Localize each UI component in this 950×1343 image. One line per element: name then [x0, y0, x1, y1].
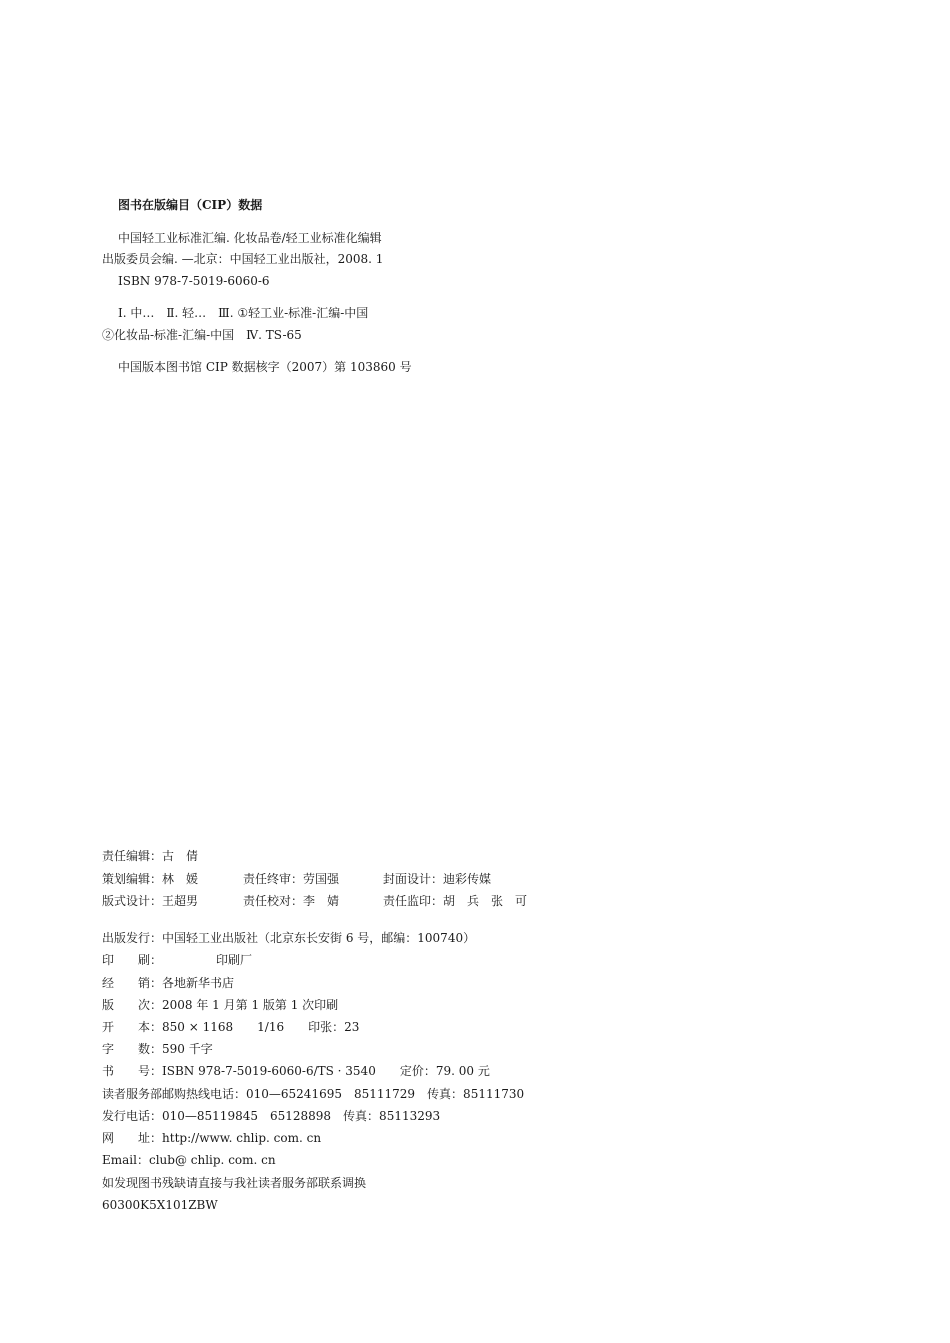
print-supervisor: 责任监印：胡 兵 张 可 — [383, 894, 528, 908]
format-label: 开 本： — [102, 1020, 163, 1034]
responsible-editor: 责任编辑：古 倩 — [102, 849, 199, 863]
catalog-code: 60300K5X101ZBW — [102, 1198, 218, 1212]
edition-row — [102, 997, 338, 1013]
website-row — [102, 1130, 321, 1146]
word-count-row — [102, 1041, 213, 1057]
distributor-label: 经 销： — [102, 976, 163, 990]
email-link[interactable]: Email：club@ chlip. com. cn — [102, 1153, 276, 1167]
cip-classification-2: ②化妆品-标准-汇编-中国 Ⅳ. TS-65 — [102, 328, 302, 342]
word-count-value: 590 千字 — [162, 1042, 213, 1056]
format-designer: 版式设计：王超男 — [102, 894, 199, 908]
book-number-row — [102, 1063, 490, 1079]
printer-value: 印刷厂 — [156, 953, 253, 967]
cip-record-number: 中国版本图书馆 CIP 数据核字（2007）第 103860 号 — [118, 360, 412, 374]
proofreader: 责任校对：李 婧 — [243, 894, 340, 908]
cip-title: 图书在版编目（CIP）数据 — [118, 198, 263, 212]
publisher-label: 出版发行： — [102, 931, 163, 945]
format-value: 850 × 1168 1/16 — [162, 1020, 285, 1034]
defect-notice: 如发现图书残缺请直接与我社读者服务部联系调换 — [102, 1176, 367, 1190]
printer-row — [102, 952, 252, 968]
edition-label: 版 次： — [102, 998, 163, 1012]
publisher-row — [102, 930, 475, 946]
planning-editor: 策划编辑：林 媛 — [102, 872, 199, 886]
sales-phone: 发行电话：010—85119845 65128898 传真：85113293 — [102, 1109, 441, 1123]
printed-sheets: 印张：23 — [308, 1020, 360, 1034]
distributor-row — [102, 975, 234, 991]
book-number-label: 书 号： — [102, 1064, 163, 1078]
cip-line-1: 中国轻工业标准汇编. 化妆品卷/轻工业标准化编辑 — [118, 231, 382, 245]
format-row — [102, 1019, 359, 1035]
price: 定价：79. 00 元 — [399, 1064, 490, 1078]
edition-value: 2008 年 1 月第 1 版第 1 次印刷 — [162, 998, 339, 1012]
final-reviewer: 责任终审：劳国强 — [243, 872, 340, 886]
publisher-value: 中国轻工业出版社（北京东长安街 6 号，邮编：100740） — [162, 931, 476, 945]
cover-designer: 封面设计：迪彩传媒 — [383, 872, 492, 886]
word-count-label: 字 数： — [102, 1042, 163, 1056]
printer-label: 印 刷： — [102, 953, 157, 967]
cip-line-2: 出版委员会编. —北京：中国轻工业出版社，2008. 1 — [102, 252, 384, 266]
cip-classification-1: Ⅰ. 中… Ⅱ. 轻… Ⅲ. ①轻工业-标准-汇编-中国 — [118, 306, 369, 320]
book-number-value: ISBN 978-7-5019-6060-6/TS · 3540 — [162, 1064, 376, 1078]
distributor-value: 各地新华书店 — [162, 976, 235, 990]
website-link[interactable]: http://www. chlip. com. cn — [162, 1131, 322, 1145]
website-label: 网 址： — [102, 1131, 163, 1145]
reader-service-phone: 读者服务部邮购热线电话：010—65241695 85111729 传真：85111730 — [102, 1087, 525, 1101]
cip-isbn: ISBN 978-7-5019-6060-6 — [118, 274, 270, 288]
